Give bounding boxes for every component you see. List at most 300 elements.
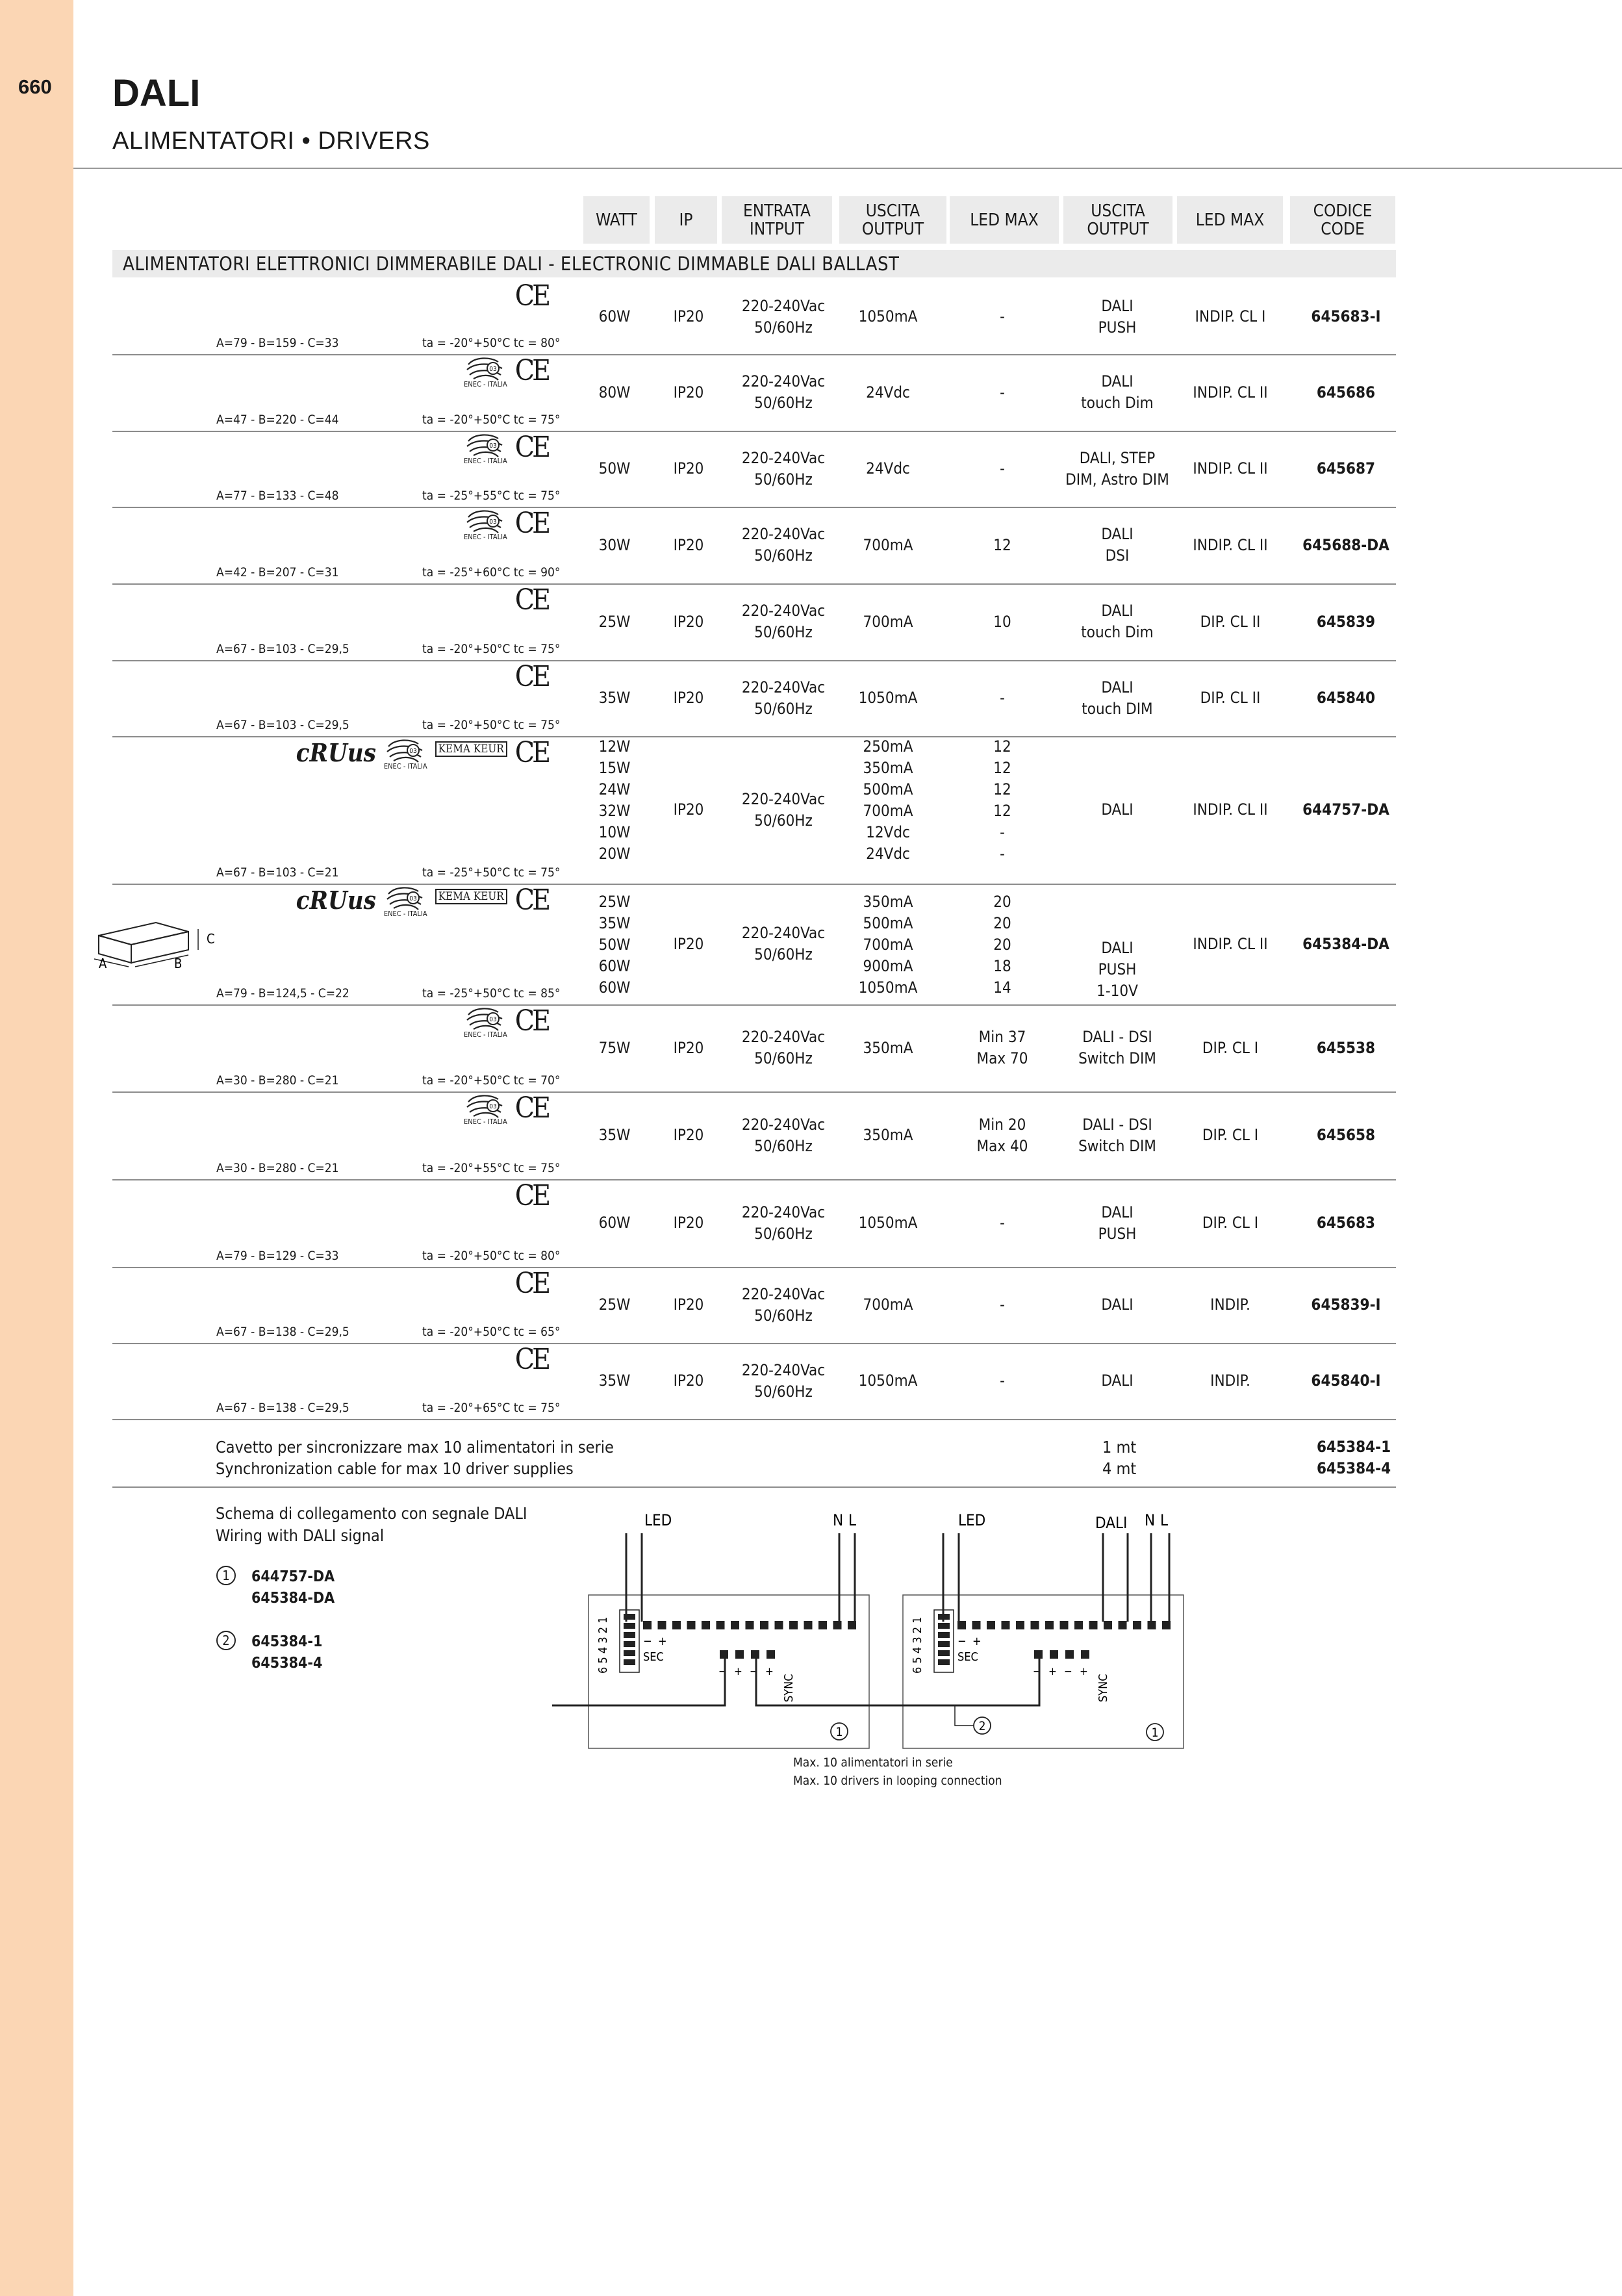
control-cell-line: DALI - DSI: [1082, 1028, 1152, 1046]
dimensions: A=42 - B=207 - C=31: [216, 565, 339, 580]
temperature: ta = -20°+50°C tc = 70°: [422, 1073, 561, 1088]
input-cell-line: 50/60Hz: [754, 546, 813, 565]
box-label-c: C: [207, 931, 215, 947]
ce-mark: CE: [514, 1267, 548, 1300]
led-max-cell-line: 18: [993, 957, 1011, 975]
control-cell-line: DALI: [1101, 602, 1134, 620]
control-cell: [1059, 354, 1176, 431]
sync-terminal: [720, 1650, 728, 1659]
class-cell-line: INDIP. CL II: [1193, 459, 1268, 478]
output-cell-line: 1050mA: [858, 689, 918, 707]
class-cell: [1172, 1267, 1289, 1343]
code-cell-line: 645688-DA: [1302, 535, 1389, 554]
temperature: ta = -20°+50°C tc = 80°: [422, 1249, 561, 1263]
cable-code-1: 645384-1: [1317, 1438, 1391, 1456]
output-cell: [830, 431, 946, 507]
sync-terminal: [751, 1650, 759, 1659]
ip-cell-line: IP20: [673, 1295, 704, 1314]
output-cell-line: 700mA: [863, 936, 913, 954]
control-cell-line: DALI: [1101, 525, 1134, 543]
led-max-cell: [944, 1091, 1061, 1179]
watt-cell-line: 35W: [598, 1126, 631, 1144]
output-cell-line: 1050mA: [858, 307, 918, 325]
control-cell-line: 1-10V: [1096, 982, 1138, 1000]
control-cell-line: DSI: [1105, 546, 1130, 565]
sec-label: SEC: [643, 1650, 664, 1664]
code-cell: [1287, 583, 1404, 660]
output-cell: [830, 736, 946, 884]
enec-mark: [384, 737, 427, 771]
led-max-cell-line: -: [1000, 383, 1005, 402]
control-cell-line: DALI: [1101, 1295, 1134, 1314]
terminal: [1031, 1621, 1039, 1629]
header-cell: [655, 196, 717, 244]
control-cell-line: DALI: [1101, 372, 1134, 390]
circled-number-text: 2: [978, 1719, 986, 1733]
dimensions: A=79 - B=129 - C=33: [216, 1249, 339, 1263]
ip-cell-line: IP20: [673, 800, 704, 819]
input-cell-line: 220-240Vac: [741, 1115, 826, 1134]
terminal: [775, 1621, 783, 1629]
terminal: [789, 1621, 798, 1629]
ce-mark: CE: [514, 279, 548, 313]
class-cell-line: INDIP.: [1210, 1295, 1250, 1314]
control-cell: [1059, 884, 1176, 1004]
led-max-cell-line: Max 70: [976, 1049, 1028, 1067]
header-line: CODICE: [1313, 201, 1373, 221]
enec-icon: [464, 1006, 506, 1032]
terminal: [833, 1621, 842, 1629]
led-max-cell: [944, 660, 1061, 736]
svg-text:03: 03: [489, 518, 498, 526]
sync-terminal: [1065, 1650, 1074, 1659]
output-cell-line: 500mA: [863, 780, 913, 798]
sync-sign: −: [718, 1665, 727, 1678]
header-line: OUTPUT: [1087, 219, 1149, 239]
header-line: WATT: [596, 210, 637, 230]
header-line: OUTPUT: [861, 219, 924, 239]
dip-lever: [938, 1641, 950, 1647]
enec-mark: [464, 1006, 507, 1039]
watt-cell-line: 60W: [598, 1214, 631, 1232]
sync-terminal: [767, 1650, 775, 1659]
sec-label: SEC: [957, 1650, 978, 1664]
enec-icon: [464, 508, 506, 534]
sync-terminal: [1034, 1650, 1043, 1659]
input-cell-line: 50/60Hz: [754, 699, 813, 718]
side-band: [0, 0, 73, 2296]
input-cell-line: 220-240Vac: [741, 602, 826, 620]
led-max-cell-line: 20: [993, 893, 1011, 911]
led-max-cell: [944, 736, 1061, 884]
wiring-title-it: Schema di collegamento con segnale DALI: [216, 1504, 527, 1523]
temperature: ta = -25°+50°C tc = 85°: [422, 986, 561, 1001]
enec-icon: [464, 1093, 506, 1119]
dip-lever: [938, 1659, 950, 1665]
watt-cell-line: 24W: [598, 780, 631, 798]
control-cell-line: PUSH: [1098, 318, 1137, 337]
cert-logos: [515, 585, 548, 616]
control-cell-line: PUSH: [1098, 960, 1137, 978]
input-cell-line: 50/60Hz: [754, 1049, 813, 1067]
control-cell-line: DALI, STEP: [1079, 448, 1156, 467]
table-row: [112, 1004, 1396, 1093]
led-max-cell-line: 12: [993, 802, 1011, 820]
code-cell: [1287, 507, 1404, 583]
ip-cell-line: IP20: [673, 459, 704, 478]
dimensions: A=67 - B=138 - C=29,5: [216, 1401, 349, 1415]
control-cell-line: DALI: [1101, 800, 1134, 819]
cert-logos: [464, 1006, 548, 1039]
input-cell-line: 220-240Vac: [741, 1028, 826, 1046]
header-cell: [950, 196, 1059, 244]
sync-sign: +: [1048, 1665, 1057, 1678]
terminal: [643, 1621, 652, 1629]
terminal: [1002, 1621, 1010, 1629]
output-cell: [830, 884, 946, 1004]
table-row: [112, 583, 1396, 661]
output-cell-line: 350mA: [863, 893, 913, 911]
terminal: [1045, 1621, 1054, 1629]
class-cell: [1172, 884, 1289, 1004]
svg-text:03: 03: [489, 442, 498, 450]
led-label: LED: [644, 1511, 672, 1529]
cable-code-2: 645384-4: [1317, 1459, 1391, 1477]
svg-text:03: 03: [489, 1103, 498, 1110]
cable-text-en: Synchronization cable for max 10 driver supplies: [216, 1459, 574, 1478]
header-line: LED MAX: [1195, 210, 1265, 230]
title-rule: [73, 168, 1622, 169]
led-max-cell: [944, 1004, 1061, 1091]
enec-caption: ENEC - ITALIA: [464, 1030, 507, 1039]
dali-label: DALI: [1095, 1514, 1128, 1532]
input-cell-line: 50/60Hz: [754, 470, 813, 489]
code-cell-line: 645658: [1316, 1126, 1376, 1144]
output-cell: [830, 1267, 946, 1343]
input-cell-line: 50/60Hz: [754, 945, 813, 963]
header-cell: [839, 196, 946, 244]
enec-caption: ENEC - ITALIA: [383, 910, 427, 918]
watt-cell-line: 32W: [598, 802, 631, 820]
cert-logos: [515, 1268, 548, 1299]
code-cell-line: 645687: [1316, 459, 1376, 478]
control-cell-line: Switch DIM: [1078, 1136, 1156, 1155]
page-title: DALI: [112, 72, 201, 114]
control-cell: [1059, 1343, 1176, 1419]
sync-terminal: [1050, 1650, 1058, 1659]
terminal: [672, 1621, 681, 1629]
dip-lever: [624, 1641, 635, 1647]
ip-cell-line: IP20: [673, 1371, 704, 1390]
class-cell: [1172, 431, 1289, 507]
dip-lever: [624, 1623, 635, 1629]
ip-cell-line: IP20: [673, 934, 704, 953]
temperature: ta = -25°+55°C tc = 75°: [422, 489, 561, 503]
terminal: [848, 1621, 856, 1629]
dimensions: A=67 - B=103 - C=29,5: [216, 718, 349, 732]
output-cell-line: 1050mA: [858, 978, 918, 997]
sync-sign: −: [750, 1665, 758, 1678]
cert-logos: [464, 1093, 548, 1126]
ce-mark: CE: [514, 1179, 548, 1212]
output-cell: [830, 354, 946, 431]
table-row: [112, 1179, 1396, 1268]
ce-mark: CE: [514, 1091, 548, 1125]
watt-cell-line: 35W: [598, 914, 631, 932]
code-cell-line: 645839: [1316, 612, 1376, 631]
class-cell: [1172, 736, 1289, 884]
code-cell: [1287, 884, 1404, 1004]
terminal: [1089, 1621, 1098, 1629]
header-cell: [583, 196, 650, 244]
cable-rule: [112, 1486, 1396, 1488]
terminal: [987, 1621, 995, 1629]
terminal: [972, 1621, 981, 1629]
class-cell: [1172, 1004, 1289, 1091]
enec-mark: [464, 1093, 507, 1126]
input-cell: [725, 1343, 842, 1419]
terminal: [804, 1621, 813, 1629]
minus-sign: −: [643, 1635, 652, 1648]
dip-lever: [938, 1650, 950, 1656]
control-cell-line: PUSH: [1098, 1224, 1137, 1243]
kema-mark: KEMA KEUR: [435, 741, 507, 757]
dimensions: A=79 - B=159 - C=33: [216, 336, 339, 350]
control-cell-line: DALI: [1101, 296, 1134, 315]
watt-cell-line: 60W: [598, 978, 631, 997]
sync-sign: +: [765, 1665, 774, 1678]
class-cell-line: INDIP. CL II: [1193, 934, 1268, 953]
enec-caption: ENEC - ITALIA: [464, 533, 507, 541]
led-max-cell-line: Min 20: [978, 1115, 1026, 1134]
class-cell-line: INDIP.: [1210, 1371, 1250, 1390]
led-max-cell: [944, 1343, 1061, 1419]
table-row: [112, 354, 1396, 432]
class-cell: [1172, 583, 1289, 660]
output-cell: [830, 279, 946, 354]
control-cell: [1059, 1267, 1176, 1343]
output-cell-line: 350mA: [863, 759, 913, 777]
sync-label: SYNC: [1096, 1674, 1110, 1702]
control-cell: [1059, 1179, 1176, 1267]
table-row: [112, 660, 1396, 737]
n-label: N: [1145, 1511, 1156, 1529]
header-line: USCITA: [1091, 201, 1145, 221]
dimensions: A=67 - B=138 - C=29,5: [216, 1325, 349, 1339]
watt-cell-line: 50W: [598, 936, 631, 954]
led-max-cell-line: -: [1000, 845, 1005, 863]
svg-text:03: 03: [489, 1016, 498, 1023]
sync-terminal: [1081, 1650, 1089, 1659]
led-max-cell-line: -: [1000, 689, 1005, 707]
cert-logos: [515, 281, 548, 312]
cert-logos: [296, 737, 548, 771]
ce-mark: CE: [514, 507, 548, 540]
dip-label: 6 5 4 3 2 1: [596, 1616, 610, 1674]
led-max-cell-line: 12: [993, 535, 1011, 554]
wiring-note-it: Max. 10 alimentatori in serie: [793, 1755, 953, 1770]
temperature: ta = -20°+50°C tc = 75°: [422, 413, 561, 427]
code-cell-line: 645538: [1316, 1038, 1376, 1057]
class-cell: [1172, 507, 1289, 583]
led-max-cell: [944, 431, 1061, 507]
class-cell-line: INDIP. CL II: [1193, 800, 1268, 819]
class-cell-line: INDIP. CL II: [1193, 383, 1268, 402]
l-label: L: [1160, 1511, 1169, 1529]
terminal: [716, 1621, 725, 1629]
dimensions: A=47 - B=220 - C=44: [216, 413, 339, 427]
terminal: [957, 1621, 966, 1629]
class-cell-line: DIP. CL I: [1202, 1126, 1259, 1144]
terminal: [1060, 1621, 1069, 1629]
output-cell-line: 250mA: [863, 737, 913, 756]
ce-mark: CE: [514, 354, 548, 387]
output-cell-line: 350mA: [863, 1126, 913, 1144]
watt-cell-line: 10W: [598, 823, 631, 841]
temperature: ta = -25°+60°C tc = 90°: [422, 565, 561, 580]
input-cell: [725, 507, 842, 583]
input-cell-line: 220-240Vac: [741, 1284, 826, 1303]
code-cell: [1287, 660, 1404, 736]
terminal: [658, 1621, 666, 1629]
ce-mark: CE: [514, 1004, 548, 1038]
sync-label: SYNC: [782, 1674, 796, 1702]
class-cell-line: INDIP. CL II: [1193, 535, 1268, 554]
legend-code: 645384-4: [251, 1655, 323, 1672]
control-cell-line: touch Dim: [1081, 623, 1154, 641]
terminal: [1074, 1621, 1083, 1629]
control-cell-line: touch Dim: [1081, 394, 1154, 412]
wiring-note-en: Max. 10 drivers in looping connection: [793, 1774, 1002, 1788]
led-max-cell-line: -: [1000, 307, 1005, 325]
terminal: [1016, 1621, 1024, 1629]
callout-line: [955, 1706, 974, 1726]
header-line: CODE: [1321, 219, 1365, 239]
output-cell-line: 1050mA: [858, 1371, 918, 1390]
terminal: [1119, 1621, 1127, 1629]
sync-terminal: [735, 1650, 744, 1659]
input-cell: [725, 1179, 842, 1267]
cert-logos: [296, 885, 548, 918]
cert-logos: [515, 661, 548, 693]
table-row: [112, 736, 1396, 885]
led-max-cell-line: Max 40: [976, 1136, 1028, 1155]
enec-mark: [384, 885, 427, 918]
plus-sign: +: [972, 1635, 982, 1648]
control-cell: [1059, 279, 1176, 354]
led-max-cell: [944, 1179, 1061, 1267]
dip-lever: [624, 1650, 635, 1656]
control-cell: [1059, 1091, 1176, 1179]
code-cell-line: 645840-I: [1311, 1371, 1381, 1390]
control-cell: [1059, 660, 1176, 736]
input-cell-line: 50/60Hz: [754, 811, 813, 830]
led-label: LED: [958, 1511, 986, 1529]
control-cell: [1059, 1004, 1176, 1091]
output-cell-line: 350mA: [863, 1038, 913, 1057]
cable-length-1: 1 mt: [1102, 1438, 1137, 1457]
class-cell-line: DIP. CL II: [1200, 612, 1261, 631]
table-row: [112, 1091, 1396, 1180]
input-cell-line: 220-240Vac: [741, 296, 826, 315]
watt-cell-line: 25W: [598, 612, 631, 631]
output-cell: [830, 507, 946, 583]
led-max-cell: [944, 507, 1061, 583]
enec-caption: ENEC - ITALIA: [464, 457, 507, 465]
input-cell: [725, 354, 842, 431]
ip-cell-line: IP20: [673, 535, 704, 554]
led-max-cell-line: 20: [993, 936, 1011, 954]
class-cell-line: DIP. CL I: [1202, 1214, 1259, 1232]
dimensions: A=30 - B=280 - C=21: [216, 1161, 339, 1175]
control-cell: [1059, 736, 1176, 884]
kema-mark: KEMA KEUR: [435, 889, 507, 904]
sync-cable-in: [552, 1658, 725, 1705]
cable-length-2: 4 mt: [1102, 1459, 1137, 1478]
ip-cell-line: IP20: [673, 1126, 704, 1144]
watt-cell-line: 15W: [598, 759, 631, 777]
legend-num-2: 2: [216, 1631, 236, 1650]
terminal: [1104, 1621, 1112, 1629]
input-cell-line: 220-240Vac: [741, 525, 826, 543]
table-row: [112, 279, 1396, 355]
header-line: INTPUT: [749, 219, 805, 239]
led-max-cell: [944, 354, 1061, 431]
code-cell-line: 645840: [1316, 689, 1376, 707]
led-max-cell-line: -: [1000, 823, 1005, 841]
input-cell: [725, 736, 842, 884]
input-cell-line: 220-240Vac: [741, 372, 826, 390]
ce-mark: CE: [514, 431, 548, 464]
class-cell-line: DIP. CL I: [1202, 1038, 1259, 1057]
ip-cell-line: IP20: [673, 1038, 704, 1057]
table-row: [112, 507, 1396, 585]
circled-number-text: 1: [835, 1725, 843, 1739]
terminal: [1148, 1621, 1156, 1629]
code-cell-line: 645683-I: [1311, 307, 1381, 325]
header-line: USCITA: [865, 201, 920, 221]
dimensions: A=67 - B=103 - C=29,5: [216, 642, 349, 656]
input-cell: [725, 583, 842, 660]
input-cell-line: 50/60Hz: [754, 1224, 813, 1243]
output-cell-line: 12Vdc: [866, 823, 910, 841]
code-cell: [1287, 1004, 1404, 1091]
input-cell: [725, 1267, 842, 1343]
input-cell: [725, 660, 842, 736]
sync-sign: +: [734, 1665, 742, 1678]
output-cell-line: 24Vdc: [866, 459, 910, 478]
header-cell: [1177, 196, 1283, 244]
code-cell-line: 645686: [1316, 383, 1376, 402]
input-cell-line: 220-240Vac: [741, 448, 826, 467]
enec-caption: ENEC - ITALIA: [464, 380, 507, 389]
ce-mark: CE: [514, 583, 548, 617]
output-cell-line: 700mA: [863, 1295, 913, 1314]
class-cell: [1172, 1179, 1289, 1267]
legend-num-1: 1: [216, 1566, 236, 1585]
output-cell-line: 700mA: [863, 802, 913, 820]
output-cell-line: 1050mA: [858, 1214, 918, 1232]
led-max-cell-line: 12: [993, 737, 1011, 756]
table-row: [112, 1267, 1396, 1344]
dip-lever: [938, 1632, 950, 1638]
temperature: ta = -20°+50°C tc = 65°: [422, 1325, 561, 1339]
ip-cell-line: IP20: [673, 612, 704, 631]
output-cell-line: 700mA: [863, 535, 913, 554]
ul-mark: cRUus: [296, 886, 376, 915]
sync-sign: −: [1064, 1665, 1072, 1678]
output-cell: [830, 1343, 946, 1419]
